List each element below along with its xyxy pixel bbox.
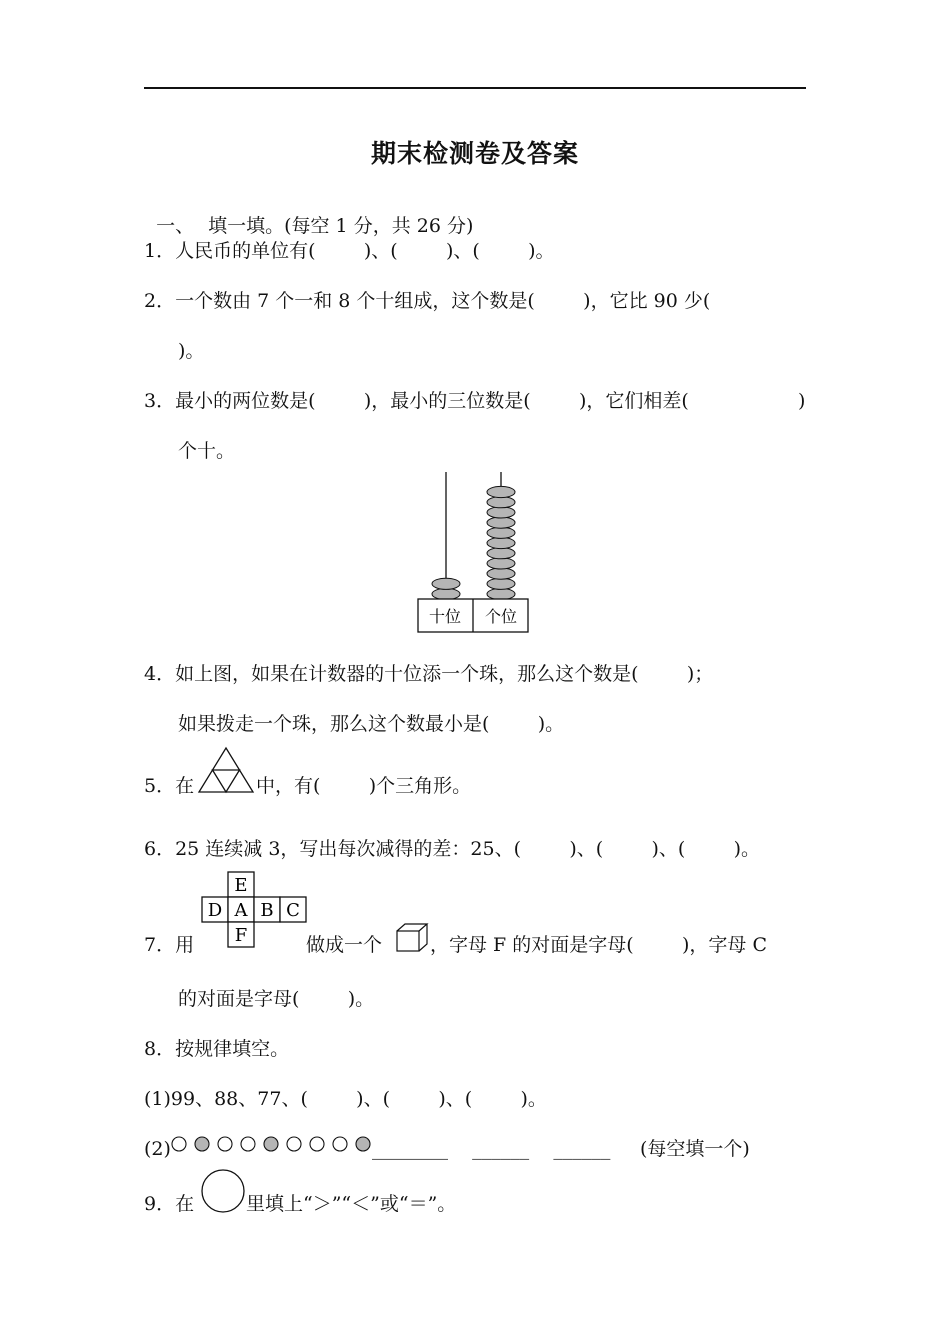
question-8-part-2-prefix: (2) [144,1138,171,1160]
ones-bead [487,578,515,589]
ones-label: 个位 [484,607,518,626]
question-8-heading: 8．按规律填空。 [144,1038,290,1060]
ones-bead [487,517,515,528]
ones-bead [487,497,515,508]
question-8-part-1: (1)99、88、77、( )、( )、( )。 [144,1088,547,1110]
pattern-filled-circle [356,1137,370,1151]
section-number: 一、 [156,215,195,237]
question-5-prefix: 5．在 [144,775,195,797]
ones-bead [487,486,515,497]
tens-bead [432,578,460,589]
cube-net-figure [200,871,306,951]
question-7-prefix: 7．用 [144,934,195,956]
question-4-line-1: 4．如上图，如果在计数器的十位添一个珠，那么这个数是( )； [144,663,714,685]
question-7-line-2: 的对面是字母( )。 [178,988,375,1010]
net-face-e: E [234,875,248,896]
question-7-middle: 做成一个 [306,934,383,956]
tens-label: 十位 [428,607,462,626]
pattern-empty-circle [218,1137,232,1151]
net-face-d: D [207,900,223,921]
pattern-empty-circle [172,1137,186,1151]
question-4-line-2: 如果拨走一个珠，那么这个数最小是( )。 [178,713,565,735]
tens-bead [432,588,460,599]
question-2-line-2: )。 [178,340,205,362]
question-8-blanks: ________ ______ ______ [372,1138,611,1160]
ones-bead [487,568,515,579]
section-text: 填一填。(每空 1 分，共 26 分) [208,215,474,237]
section-1-heading [144,187,473,239]
question-5-suffix: 中，有( )个三角形。 [256,775,472,797]
question-9-suffix: 里填上“＞”“＜”或“＝”。 [246,1193,457,1215]
ones-beads [487,486,515,599]
comparison-circle [200,1168,246,1214]
abacus-figure [417,470,532,635]
question-9-prefix: 9．在 [144,1193,195,1215]
net-face-c: C [286,900,300,921]
pattern-filled-circle [195,1137,209,1151]
question-1: 1．人民币的单位有( )、( )、( )。 [144,240,555,262]
net-face-a: A [234,900,248,921]
ones-bead [487,507,515,518]
tens-beads [432,578,460,599]
pattern-filled-circle [264,1137,278,1151]
pattern-empty-circle [241,1137,255,1151]
header-rule [144,87,806,89]
page-title: 期末检测卷及答案 [370,139,579,168]
cube-icon [396,923,430,953]
ones-bead [487,588,515,599]
net-face-b: B [260,900,274,921]
circle-pattern [170,1132,375,1156]
question-7-suffix: ，字母 F 的对面是字母( )，字母 C [430,934,767,956]
question-3-paren-close: ) [798,390,806,412]
ones-bead [487,558,515,569]
question-8-part-2-suffix: (每空填一个) [640,1138,750,1160]
ones-bead [487,537,515,548]
ones-bead [487,548,515,559]
pattern-empty-circle [333,1137,347,1151]
pattern-empty-circle [287,1137,301,1151]
net-face-f: F [234,925,248,946]
question-6: 6．25 连续减 3，写出每次减得的差：25、( )、( )、( )。 [144,838,761,860]
question-3-line-2: 个十。 [178,440,236,462]
pattern-empty-circle [310,1137,324,1151]
question-2-line-1: 2．一个数由 7 个一和 8 个十组成，这个数是( )，它比 90 少( [144,290,711,312]
triangle-figure [197,746,255,794]
question-3-line-1: 3．最小的两位数是( )，最小的三位数是( )，它们相差( [144,390,689,412]
ones-bead [487,527,515,538]
